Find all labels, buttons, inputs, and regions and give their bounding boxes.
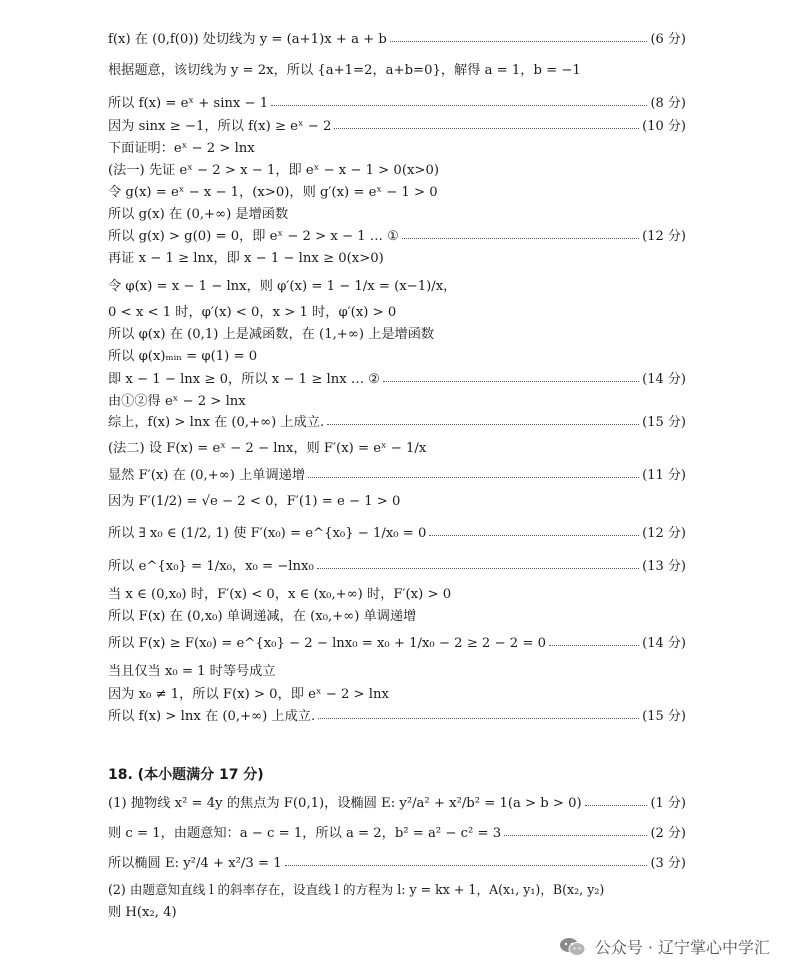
line-text: 即 x − 1 − lnx ≥ 0，所以 x − 1 ≥ lnx … ② [108, 371, 381, 387]
score-label: (15 分) [642, 414, 686, 430]
solution-line [108, 603, 686, 625]
line-text: 所以 g(x) 在 (0,+∞) 是增函数 [108, 206, 289, 222]
leader-dots [271, 105, 647, 106]
line-text: 所以 ∃ x₀ ∈ (1/2, 1) 使 F′(x₀) = e^{x₀} − 1/x₀ = 0 [108, 525, 427, 541]
solution-line [108, 553, 686, 575]
line-text: 所以 φ(x)ₘᵢₙ = φ(1) = 0 [108, 348, 258, 364]
solution-line [108, 462, 686, 484]
solution-line [108, 113, 686, 135]
line-text: 所以 g(x) > g(0) = 0，即 eˣ − 2 > x − 1 … ① [108, 228, 399, 244]
line-text: 显然 F′(x) 在 (0,+∞) 上单调递增 [108, 467, 306, 483]
score-label: (6 分) [650, 31, 686, 47]
line-text: 因为 x₀ ≠ 1，所以 F(x) > 0，即 eˣ − 2 > lnx [108, 686, 389, 702]
solution-line [108, 321, 686, 343]
solution-line [108, 409, 686, 431]
line-text: 所以 F(x) ≥ F(x₀) = e^{x₀} − 2 − lnx₀ = x₀ + 1/x₀ − 2 ≥ 2 − 2 = 0 [108, 635, 546, 651]
leader-dots [317, 568, 639, 569]
wechat-icon [559, 936, 587, 958]
line-text: 所以 φ(x) 在 (0,1) 上是减函数，在 (1,+∞) 上是增函数 [108, 326, 435, 342]
leader-dots [318, 718, 639, 719]
line-text: 0 < x < 1 时，φ′(x) < 0，x > 1 时，φ′(x) > 0 [108, 304, 397, 320]
line-text: 当 x ∈ (0,x₀) 时，F′(x) < 0，x ∈ (x₀,+∞) 时，F′(x) > 0 [108, 586, 452, 602]
line-text: (1) 抛物线 x² = 4y 的焦点为 F(0,1)，设椭圆 E: y²/a² + x²/b² = 1(a > b > 0) [108, 795, 582, 811]
solution-line [108, 630, 686, 652]
leader-dots [334, 128, 639, 129]
leader-dots [585, 805, 648, 806]
line-text: 所以 f(x) > lnx 在 (0,+∞) 上成立. [108, 708, 316, 724]
leader-dots [308, 477, 639, 478]
score-label: (12 分) [642, 525, 686, 541]
solution-line [108, 273, 686, 295]
leader-dots [327, 424, 639, 425]
solution-line [108, 299, 686, 321]
solution-line [108, 435, 686, 457]
leader-dots [390, 41, 648, 42]
score-label: (8 分) [650, 95, 686, 111]
leader-dots [549, 645, 639, 646]
solution-line [108, 366, 686, 388]
line-text: 下面证明：eˣ − 2 > lnx [108, 140, 255, 156]
score-label: (14 分) [642, 635, 686, 651]
score-label: (3 分) [650, 855, 686, 871]
solution-line [108, 899, 686, 921]
solution-line [108, 790, 686, 812]
line-text: 所以 F(x) 在 (0,x₀) 单调递减，在 (x₀,+∞) 单调递增 [108, 608, 417, 624]
solution-line [108, 581, 686, 603]
line-text: 所以 e^{x₀} = 1/x₀，x₀ = −lnx₀ [108, 558, 314, 574]
line-text: 综上，f(x) > lnx 在 (0,+∞) 上成立. [108, 414, 325, 430]
solution-line [108, 681, 686, 703]
score-label: (2 分) [650, 825, 686, 841]
line-text: f(x) 在 (0,f(0)) 处切线为 y = (a+1)x + a + b [108, 31, 387, 47]
watermark [559, 935, 770, 958]
score-label: (10 分) [642, 118, 686, 134]
solution-line [108, 703, 686, 725]
solution-line [108, 877, 686, 899]
solution-line [108, 820, 686, 842]
line-text: 则 c = 1，由题意知：a − c = 1，所以 a = 2，b² = a² − c² = 3 [108, 825, 502, 841]
solution-line [108, 135, 686, 157]
score-label: (1 分) [650, 795, 686, 811]
solution-line [108, 388, 686, 410]
score-label: (12 分) [642, 228, 686, 244]
watermark-text: 公众号 · 辽宁掌心中学汇 [594, 938, 770, 957]
leader-dots [402, 238, 639, 239]
score-label: (11 分) [642, 467, 686, 483]
solution-line [108, 179, 686, 201]
line-text: 根据题意，该切线为 y = 2x，所以 {a+1=2，a+b=0}，解得 a = 1，b = −1 [108, 62, 581, 78]
line-text: 由①②得 eˣ − 2 > lnx [108, 393, 246, 409]
solution-line [108, 157, 686, 179]
solution-line [108, 245, 686, 267]
line-text: 因为 F′(1/2) = √e − 2 < 0，F′(1) = e − 1 > 0 [108, 493, 401, 509]
line-text: 当且仅当 x₀ = 1 时等号成立 [108, 663, 276, 679]
line-text: (法二) 设 F(x) = eˣ − 2 − lnx，则 F′(x) = eˣ − 1/x [108, 440, 427, 456]
question-heading: 18. (本小题满分 17 分) [108, 767, 264, 783]
score-label: (14 分) [642, 371, 686, 387]
line-text: (法一) 先证 eˣ − 2 > x − 1，即 eˣ − x − 1 > 0(x>0) [108, 162, 439, 178]
solution-line [108, 520, 686, 542]
score-label: (15 分) [642, 708, 686, 724]
solution-line [108, 26, 686, 48]
leader-dots [383, 381, 639, 382]
line-text: 所以椭圆 E: y²/4 + x²/3 = 1 [108, 855, 282, 871]
solution-line [108, 343, 686, 365]
line-text: 令 φ(x) = x − 1 − lnx，则 φ′(x) = 1 − 1/x = (x−1)/x， [108, 278, 457, 294]
solution-line [108, 90, 686, 112]
solution-line [108, 850, 686, 872]
line-text: 再证 x − 1 ≥ lnx，即 x − 1 − lnx ≥ 0(x>0) [108, 250, 384, 266]
score-label: (13 分) [642, 558, 686, 574]
solution-line [108, 658, 686, 680]
leader-dots [504, 835, 647, 836]
leader-dots [285, 865, 648, 866]
leader-dots [429, 535, 639, 536]
line-text: 因为 sinx ≥ −1，所以 f(x) ≥ eˣ − 2 [108, 118, 332, 134]
solution-line [108, 488, 686, 510]
line-text: 则 H(x₂, 4) [108, 904, 177, 920]
solution-line [108, 57, 686, 79]
solution-line [108, 223, 686, 245]
line-text: (2) 由题意知直线 l 的斜率存在，设直线 l 的方程为 l: y = kx + 1，A(x₁, y₁)，B(x₂, y₂) [108, 881, 605, 897]
solution-line [108, 201, 686, 223]
line-text: 所以 f(x) = eˣ + sinx − 1 [108, 95, 269, 111]
line-text: 令 g(x) = eˣ − x − 1，(x>0)，则 g′(x) = eˣ − 1 > 0 [108, 184, 438, 200]
